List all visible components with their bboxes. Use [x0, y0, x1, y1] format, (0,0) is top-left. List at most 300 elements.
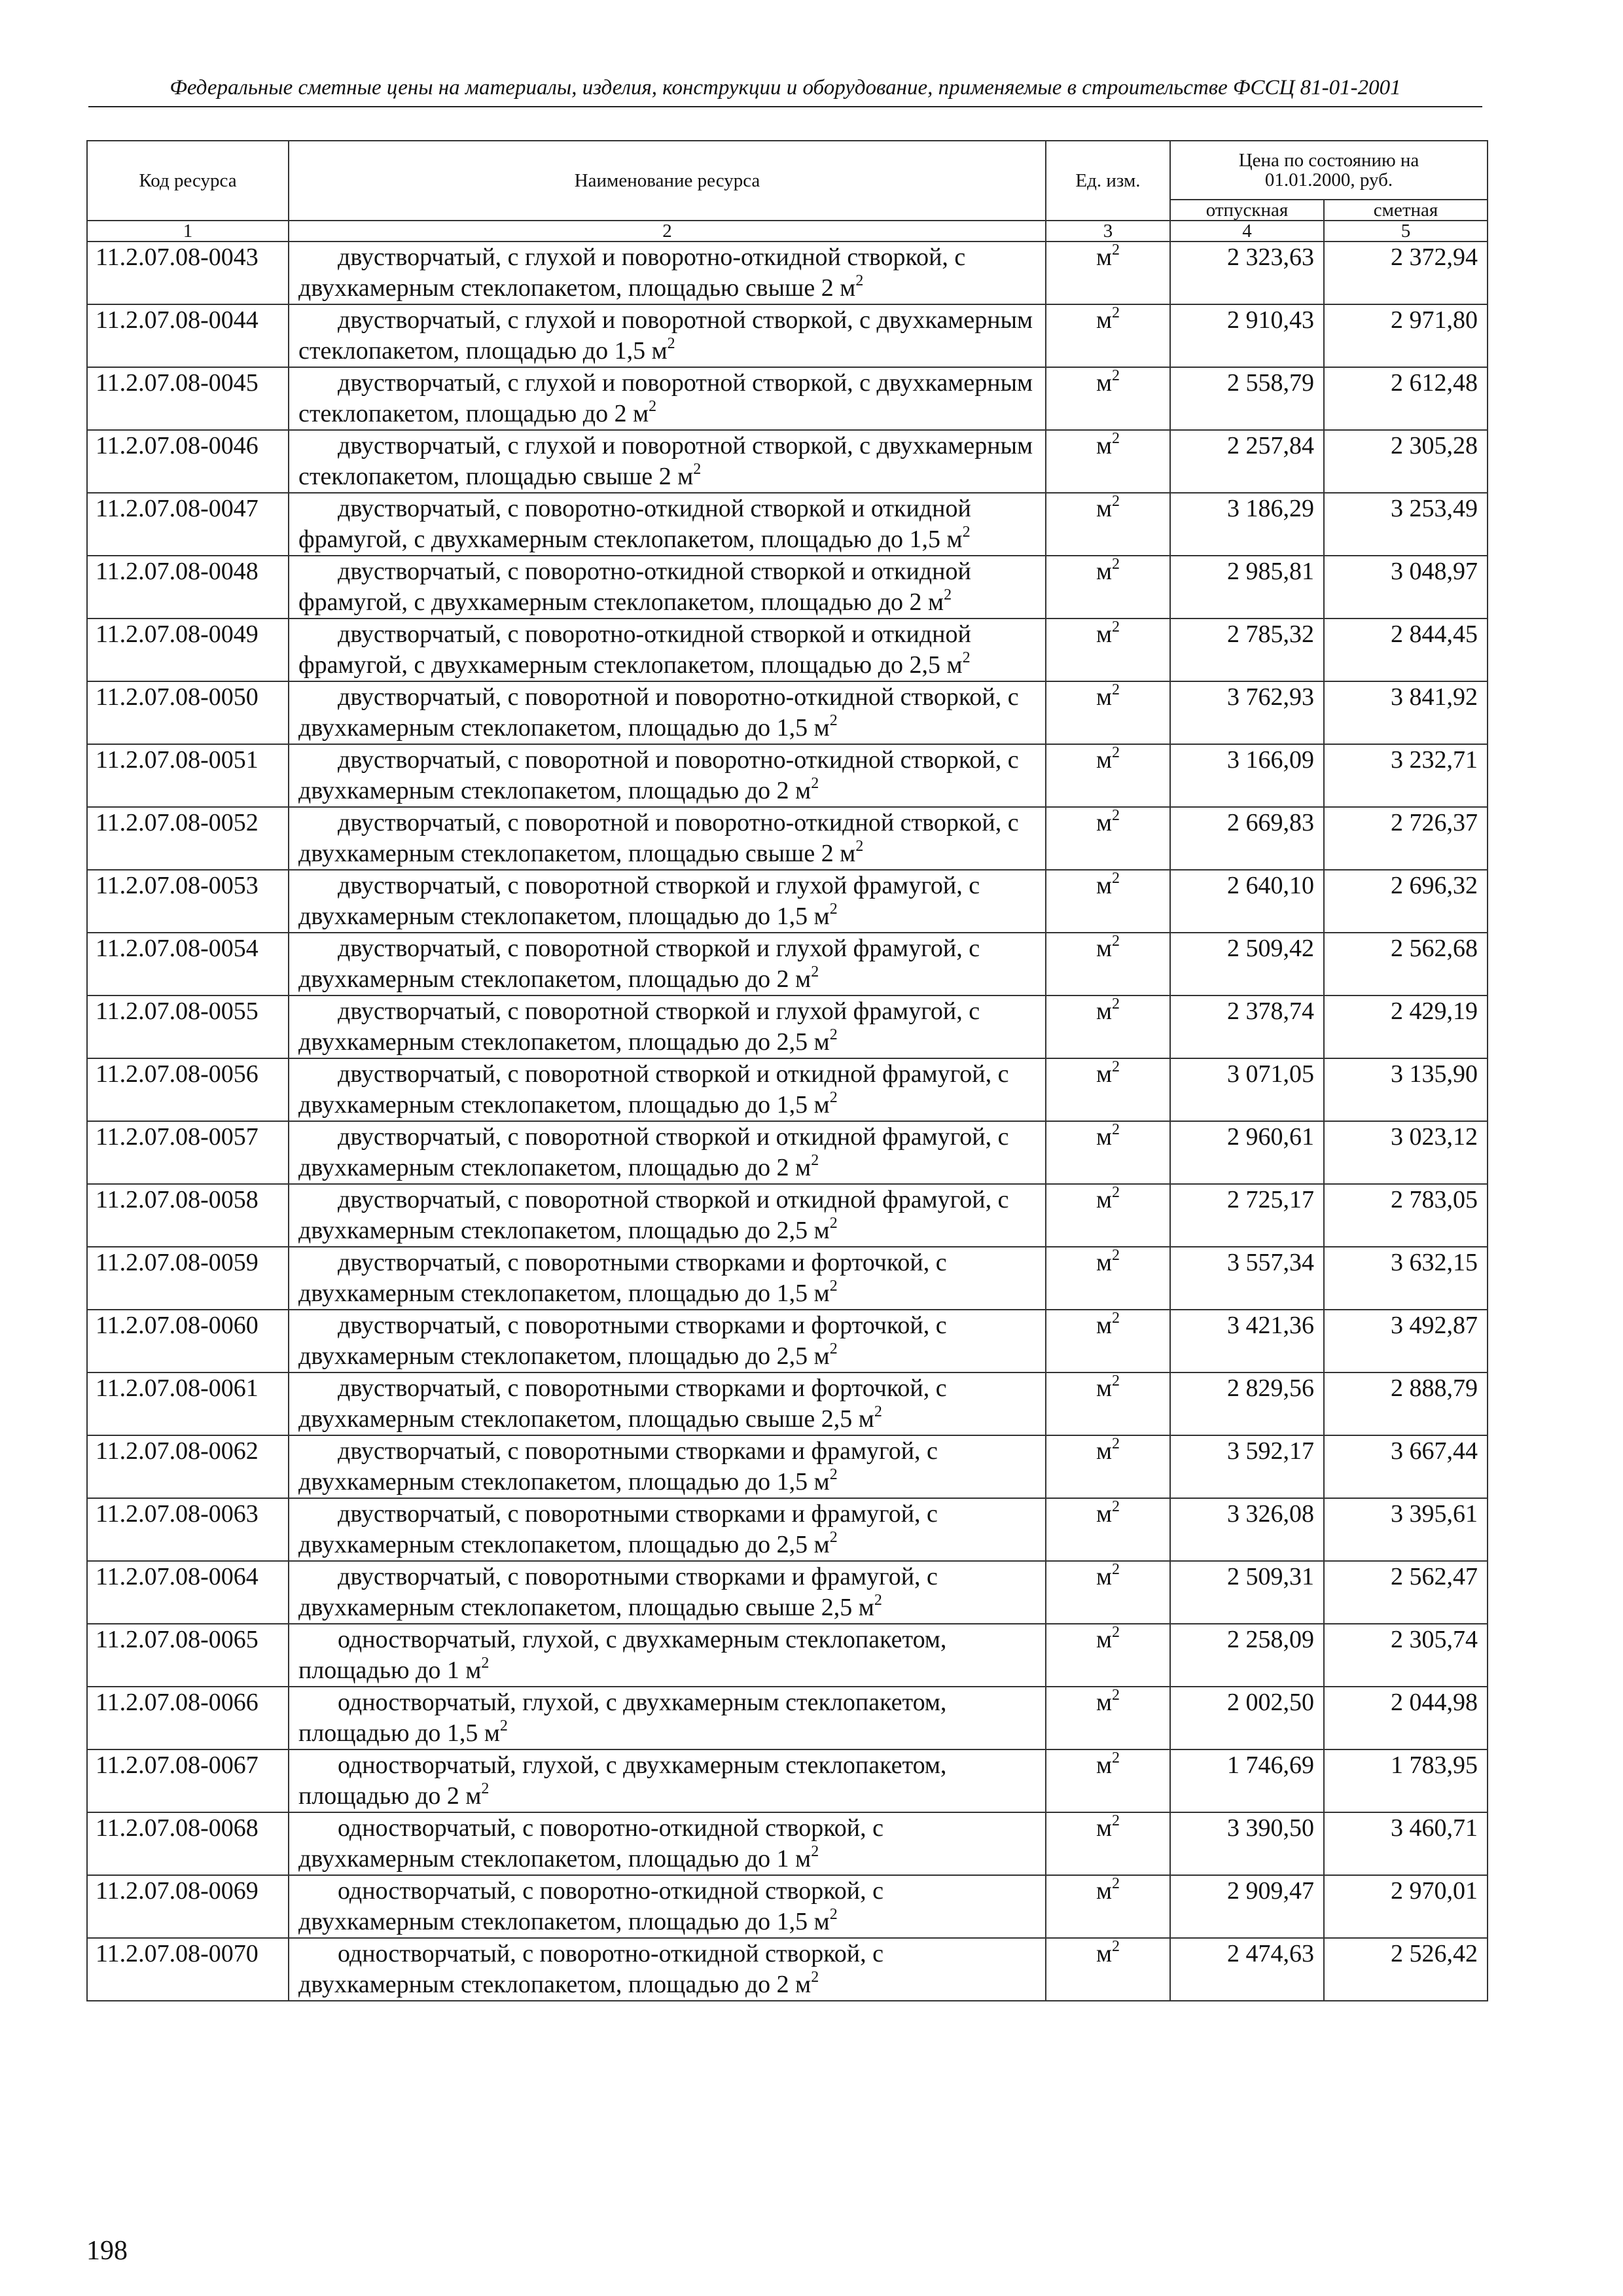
unit-superscript: 2: [829, 1026, 838, 1043]
resource-code: 11.2.07.08-0067: [87, 1749, 289, 1812]
unit-cell: [1046, 996, 1170, 1058]
resource-code: 11.2.07.08-0049: [87, 619, 289, 681]
release-price: 3 071,05: [1170, 1058, 1324, 1121]
unit-power: 2: [1112, 1687, 1120, 1704]
release-price: 3 326,08: [1170, 1498, 1324, 1561]
unit-cell: [1046, 933, 1170, 996]
resource-name-desc: [298, 1499, 1039, 1560]
resource-name-cell: [289, 1812, 1046, 1875]
estimate-price: 3 632,15: [1324, 1247, 1488, 1310]
unit-cell: [1046, 807, 1170, 870]
resource-name-cell: [289, 1624, 1046, 1687]
table-row: [87, 1687, 1488, 1749]
estimate-price: 3 232,71: [1324, 744, 1488, 807]
release-price: 2 910,43: [1170, 304, 1324, 367]
resource-name-cell: [289, 493, 1046, 556]
estimate-price: 2 305,74: [1324, 1624, 1488, 1687]
unit-superscript: 2: [829, 712, 838, 729]
release-price: 2 960,61: [1170, 1121, 1324, 1184]
unit-superscript: 2: [829, 1278, 838, 1295]
resource-name-cell: [289, 870, 1046, 933]
unit-superscript: 2: [811, 1152, 819, 1169]
resource-name-cell: [289, 556, 1046, 619]
table-row: [87, 1310, 1488, 1372]
column-header-estimate-price: сметная: [1324, 200, 1488, 221]
resource-name: двустворчатый, с глухой и поворотно-откидной створкой, с двухкамерным стеклопакетом, площадью свыше 2 м: [298, 243, 966, 302]
unit-base: м: [1096, 306, 1113, 334]
unit-superscript: 2: [855, 838, 864, 855]
unit-power: 2: [1112, 1498, 1120, 1515]
unit-cell: [1046, 1184, 1170, 1247]
resource-code: 11.2.07.08-0054: [87, 933, 289, 996]
table-row: [87, 1121, 1488, 1184]
resource-code: 11.2.07.08-0064: [87, 1561, 289, 1624]
resource-name: одностворчатый, глухой, с двухкамерным стеклопакетом, площадью до 2 м: [298, 1751, 947, 1810]
table-row: [87, 556, 1488, 619]
estimate-price: 2 562,47: [1324, 1561, 1488, 1624]
column-number-3: 3: [1046, 221, 1170, 242]
resource-name: двустворчатый, с поворотными створками и форточкой, с двухкамерным стеклопакетом, площадью свыше 2,5 м: [298, 1374, 947, 1433]
release-price: 2 669,83: [1170, 807, 1324, 870]
unit-cell: [1046, 870, 1170, 933]
unit-base: м: [1096, 1437, 1113, 1465]
resource-name: одностворчатый, с поворотно-откидной створкой, с двухкамерным стеклопакетом, площадью до 1,5 м: [298, 1877, 883, 1935]
unit-cell: [1046, 556, 1170, 619]
resource-code: 11.2.07.08-0058: [87, 1184, 289, 1247]
resource-code: 11.2.07.08-0046: [87, 430, 289, 493]
table-row: [87, 493, 1488, 556]
estimate-price: 2 044,98: [1324, 1687, 1488, 1749]
estimate-price: 3 492,87: [1324, 1310, 1488, 1372]
unit-base: м: [1096, 495, 1113, 522]
column-header-unit: Ед. изм.: [1046, 141, 1170, 221]
unit-superscript: 2: [874, 1403, 882, 1420]
release-price: 2 002,50: [1170, 1687, 1324, 1749]
resource-name: двустворчатый, с поворотными створками и форточкой, с двухкамерным стеклопакетом, площадью до 1,5 м: [298, 1249, 947, 1307]
resource-code: 11.2.07.08-0053: [87, 870, 289, 933]
resource-name-desc: [298, 1750, 1039, 1812]
unit-power: 2: [1112, 681, 1120, 698]
resource-name-cell: [289, 242, 1046, 304]
resource-code: 11.2.07.08-0061: [87, 1372, 289, 1435]
column-number-2: 2: [289, 221, 1046, 242]
resource-name-cell: [289, 744, 1046, 807]
unit-cell: [1046, 1561, 1170, 1624]
resource-name-cell: [289, 1561, 1046, 1624]
column-number-5: 5: [1324, 221, 1488, 242]
resource-name: одностворчатый, глухой, с двухкамерным стеклопакетом, площадью до 1,5 м: [298, 1689, 947, 1747]
estimate-price: 3 048,97: [1324, 556, 1488, 619]
unit-superscript: 2: [829, 1340, 838, 1357]
unit-cell: [1046, 367, 1170, 430]
unit-cell: [1046, 1372, 1170, 1435]
release-price: 2 474,63: [1170, 1938, 1324, 2001]
resource-name: двустворчатый, с поворотной створкой и глухой фрамугой, с двухкамерным стеклопакетом, площадью до 2 м: [298, 935, 980, 993]
resource-name-desc: [298, 305, 1039, 367]
resource-name-desc: [298, 493, 1039, 555]
unit-superscript: 2: [649, 398, 657, 415]
resource-code: 11.2.07.08-0063: [87, 1498, 289, 1561]
table-row: [87, 870, 1488, 933]
resource-code: 11.2.07.08-0059: [87, 1247, 289, 1310]
release-price: 2 725,17: [1170, 1184, 1324, 1247]
resource-name-cell: [289, 996, 1046, 1058]
unit-superscript: 2: [962, 649, 971, 666]
resource-name: двустворчатый, с глухой и поворотной створкой, с двухкамерным стеклопакетом, площадью до 2 м: [298, 369, 1033, 427]
release-price: 3 166,09: [1170, 744, 1324, 807]
resource-code: 11.2.07.08-0069: [87, 1875, 289, 1938]
unit-cell: [1046, 1624, 1170, 1687]
unit-superscript: 2: [855, 272, 864, 289]
unit-power: 2: [1112, 1749, 1120, 1767]
estimate-price: 2 888,79: [1324, 1372, 1488, 1435]
estimate-price: 2 612,48: [1324, 367, 1488, 430]
release-price: 3 762,93: [1170, 681, 1324, 744]
resource-code: 11.2.07.08-0060: [87, 1310, 289, 1372]
table-row: [87, 681, 1488, 744]
table-row: [87, 1435, 1488, 1498]
estimate-price: 3 460,71: [1324, 1812, 1488, 1875]
release-price: 2 985,81: [1170, 556, 1324, 619]
unit-base: м: [1096, 1060, 1113, 1088]
unit-power: 2: [1112, 1561, 1120, 1578]
unit-power: 2: [1112, 870, 1120, 887]
resource-name-cell: [289, 681, 1046, 744]
estimate-price: 2 696,32: [1324, 870, 1488, 933]
unit-superscript: 2: [481, 1655, 490, 1672]
unit-cell: [1046, 1310, 1170, 1372]
resource-name-desc: [298, 1939, 1039, 2000]
unit-superscript: 2: [874, 1592, 882, 1609]
table-row: [87, 1875, 1488, 1938]
unit-power: 2: [1112, 1121, 1120, 1138]
table-row: [87, 242, 1488, 304]
resource-name-cell: [289, 1372, 1046, 1435]
unit-base: м: [1096, 1123, 1113, 1151]
page-number: 198: [86, 2236, 128, 2266]
release-price: 2 378,74: [1170, 996, 1324, 1058]
resource-name-desc: [298, 682, 1039, 744]
column-header-release-price: отпускная: [1170, 200, 1324, 221]
resource-name-desc: [298, 1876, 1039, 1937]
unit-power: 2: [1112, 996, 1120, 1013]
resource-name-desc: [298, 242, 1039, 304]
resource-name-cell: [289, 807, 1046, 870]
unit-base: м: [1096, 1563, 1113, 1590]
resource-name-cell: [289, 619, 1046, 681]
unit-cell: [1046, 744, 1170, 807]
table-row: [87, 1058, 1488, 1121]
resource-code: 11.2.07.08-0055: [87, 996, 289, 1058]
unit-base: м: [1096, 809, 1113, 836]
unit-superscript: 2: [829, 901, 838, 918]
table-row: [87, 1184, 1488, 1247]
resource-name: двустворчатый, с поворотной и поворотно-откидной створкой, с двухкамерным стеклопакетом, площадью свыше 2 м: [298, 809, 1019, 867]
resource-name-desc: [298, 619, 1039, 681]
unit-power: 2: [1112, 1372, 1120, 1390]
release-price: 2 785,32: [1170, 619, 1324, 681]
unit-base: м: [1096, 872, 1113, 899]
resource-name-desc: [298, 1436, 1039, 1498]
table-row: [87, 1624, 1488, 1687]
resource-name-desc: [298, 996, 1039, 1058]
resource-name-desc: [298, 1059, 1039, 1121]
resource-name: одностворчатый, с поворотно-откидной створкой, с двухкамерным стеклопакетом, площадью до 1 м: [298, 1814, 883, 1873]
column-header-name: Наименование ресурса: [289, 141, 1046, 221]
resource-code: 11.2.07.08-0044: [87, 304, 289, 367]
unit-cell: [1046, 1812, 1170, 1875]
resource-code: 11.2.07.08-0048: [87, 556, 289, 619]
unit-power: 2: [1112, 1875, 1120, 1892]
unit-superscript: 2: [829, 1215, 838, 1232]
table-row: [87, 1938, 1488, 2001]
estimate-price: 3 253,49: [1324, 493, 1488, 556]
resource-name: двустворчатый, с поворотными створками и фрамугой, с двухкамерным стеклопакетом, площадью до 2,5 м: [298, 1500, 938, 1558]
resource-name: двустворчатый, с поворотной створкой и откидной фрамугой, с двухкамерным стеклопакетом, площадью до 2,5 м: [298, 1186, 1009, 1244]
unit-base: м: [1096, 1186, 1113, 1213]
estimate-price: 2 305,28: [1324, 430, 1488, 493]
unit-cell: [1046, 1938, 1170, 2001]
unit-power: 2: [1112, 242, 1120, 259]
estimate-price: 2 562,68: [1324, 933, 1488, 996]
resource-name-cell: [289, 1498, 1046, 1561]
unit-power: 2: [1112, 1624, 1120, 1641]
resource-name-desc: [298, 1310, 1039, 1372]
unit-cell: [1046, 242, 1170, 304]
unit-power: 2: [1112, 493, 1120, 510]
resource-name-desc: [298, 1185, 1039, 1246]
price-table: [86, 140, 1488, 2001]
resource-code: 11.2.07.08-0056: [87, 1058, 289, 1121]
unit-cell: [1046, 493, 1170, 556]
table-body: [87, 242, 1488, 2001]
resource-code: 11.2.07.08-0062: [87, 1435, 289, 1498]
unit-superscript: 2: [667, 335, 675, 352]
resource-name: одностворчатый, глухой, с двухкамерным стеклопакетом, площадью до 1 м: [298, 1626, 947, 1684]
estimate-price: 2 372,94: [1324, 242, 1488, 304]
unit-superscript: 2: [499, 1717, 508, 1734]
unit-superscript: 2: [811, 775, 819, 792]
unit-base: м: [1096, 243, 1113, 271]
column-number-4: 4: [1170, 221, 1324, 242]
estimate-price: 3 841,92: [1324, 681, 1488, 744]
unit-cell: [1046, 1875, 1170, 1938]
table-row: [87, 1247, 1488, 1310]
resource-code: 11.2.07.08-0047: [87, 493, 289, 556]
resource-name-cell: [289, 1435, 1046, 1498]
unit-base: м: [1096, 1249, 1113, 1276]
table-row: [87, 744, 1488, 807]
table-row: [87, 304, 1488, 367]
unit-base: м: [1096, 620, 1113, 648]
resource-name-desc: [298, 431, 1039, 492]
estimate-price: 2 726,37: [1324, 807, 1488, 870]
resource-name: двустворчатый, с поворотно-откидной створкой и откидной фрамугой, с двухкамерным стеклопакетом, площадью до 2,5 м: [298, 620, 971, 679]
resource-code: 11.2.07.08-0052: [87, 807, 289, 870]
resource-name-cell: [289, 367, 1046, 430]
unit-base: м: [1096, 935, 1113, 962]
estimate-price: 2 971,80: [1324, 304, 1488, 367]
unit-cell: [1046, 1247, 1170, 1310]
release-price: 1 746,69: [1170, 1749, 1324, 1812]
resource-name: двустворчатый, с поворотно-откидной створкой и откидной фрамугой, с двухкамерным стеклопакетом, площадью до 1,5 м: [298, 495, 971, 553]
release-price: 2 257,84: [1170, 430, 1324, 493]
resource-code: 11.2.07.08-0068: [87, 1812, 289, 1875]
resource-code: 11.2.07.08-0070: [87, 1938, 289, 2001]
unit-superscript: 2: [962, 524, 971, 541]
unit-superscript: 2: [693, 461, 702, 478]
unit-superscript: 2: [944, 586, 952, 603]
table-row: [87, 619, 1488, 681]
release-price: 2 258,09: [1170, 1624, 1324, 1687]
resource-name: двустворчатый, с поворотно-откидной створкой и откидной фрамугой, с двухкамерным стеклопакетом, площадью до 2 м: [298, 558, 971, 616]
release-price: 2 829,56: [1170, 1372, 1324, 1435]
resource-name: двустворчатый, с поворотными створками и фрамугой, с двухкамерным стеклопакетом, площадью до 1,5 м: [298, 1437, 938, 1496]
unit-superscript: 2: [829, 1906, 838, 1923]
resource-code: 11.2.07.08-0043: [87, 242, 289, 304]
unit-power: 2: [1112, 556, 1120, 573]
resource-name-cell: [289, 1310, 1046, 1372]
column-header-price-group: Цена по состоянию на 01.01.2000, руб.: [1170, 141, 1488, 200]
resource-name-desc: [298, 1687, 1039, 1749]
estimate-price: 1 783,95: [1324, 1749, 1488, 1812]
resource-name-cell: [289, 304, 1046, 367]
resource-name-cell: [289, 1121, 1046, 1184]
table-row: [87, 430, 1488, 493]
running-header: Федеральные сметные цены на материалы, изделия, конструкции и оборудование, применяемые в строительстве ФССЦ 81-01-2001: [88, 73, 1482, 107]
release-price: 3 390,50: [1170, 1812, 1324, 1875]
unit-cell: [1046, 1435, 1170, 1498]
unit-base: м: [1096, 1877, 1113, 1905]
column-number-1: 1: [87, 221, 289, 242]
release-price: 3 421,36: [1170, 1310, 1324, 1372]
unit-power: 2: [1112, 1812, 1120, 1829]
unit-superscript: 2: [811, 1843, 819, 1860]
resource-name: двустворчатый, с поворотной створкой и глухой фрамугой, с двухкамерным стеклопакетом, площадью до 1,5 м: [298, 872, 980, 930]
resource-name-desc: [298, 368, 1039, 429]
unit-base: м: [1096, 369, 1113, 397]
resource-name-cell: [289, 430, 1046, 493]
table-row: [87, 933, 1488, 996]
resource-name: двустворчатый, с поворотными створками и фрамугой, с двухкамерным стеклопакетом, площадью свыше 2,5 м: [298, 1563, 938, 1621]
unit-cell: [1046, 1749, 1170, 1812]
resource-name-cell: [289, 1687, 1046, 1749]
unit-base: м: [1096, 1312, 1113, 1339]
unit-superscript: 2: [481, 1780, 490, 1797]
release-price: 2 509,42: [1170, 933, 1324, 996]
resource-name-cell: [289, 1247, 1046, 1310]
unit-superscript: 2: [811, 963, 819, 980]
resource-name-cell: [289, 1749, 1046, 1812]
release-price: 3 186,29: [1170, 493, 1324, 556]
unit-base: м: [1096, 1500, 1113, 1528]
unit-cell: [1046, 1121, 1170, 1184]
estimate-price: 3 023,12: [1324, 1121, 1488, 1184]
resource-name-cell: [289, 933, 1046, 996]
estimate-price: 3 135,90: [1324, 1058, 1488, 1121]
estimate-price: 2 783,05: [1324, 1184, 1488, 1247]
resource-name-cell: [289, 1058, 1046, 1121]
release-price: 2 909,47: [1170, 1875, 1324, 1938]
resource-name: двустворчатый, с поворотными створками и форточкой, с двухкамерным стеклопакетом, площадью до 2,5 м: [298, 1312, 947, 1370]
unit-cell: [1046, 1687, 1170, 1749]
table-row: [87, 1372, 1488, 1435]
resource-name-desc: [298, 808, 1039, 869]
unit-base: м: [1096, 558, 1113, 585]
estimate-price: 2 970,01: [1324, 1875, 1488, 1938]
release-price: 3 557,34: [1170, 1247, 1324, 1310]
unit-superscript: 2: [829, 1466, 838, 1483]
resource-name: двустворчатый, с поворотной створкой и откидной фрамугой, с двухкамерным стеклопакетом, площадью до 2 м: [298, 1123, 1009, 1181]
resource-name-desc: [298, 1247, 1039, 1309]
unit-superscript: 2: [829, 1089, 838, 1106]
unit-base: м: [1096, 1814, 1113, 1842]
unit-cell: [1046, 1058, 1170, 1121]
unit-power: 2: [1112, 1435, 1120, 1452]
resource-code: 11.2.07.08-0045: [87, 367, 289, 430]
unit-power: 2: [1112, 744, 1120, 761]
table-row: [87, 1812, 1488, 1875]
unit-power: 2: [1112, 1310, 1120, 1327]
release-price: 2 640,10: [1170, 870, 1324, 933]
resource-name-cell: [289, 1184, 1046, 1247]
resource-name-desc: [298, 556, 1039, 618]
resource-name: двустворчатый, с поворотной и поворотно-откидной створкой, с двухкамерным стеклопакетом, площадью до 1,5 м: [298, 683, 1019, 742]
resource-name-desc: [298, 1562, 1039, 1623]
resource-name-desc: [298, 1373, 1039, 1435]
resource-name-cell: [289, 1875, 1046, 1938]
unit-superscript: 2: [811, 1969, 819, 1986]
resource-code: 11.2.07.08-0066: [87, 1687, 289, 1749]
unit-power: 2: [1112, 1938, 1120, 1955]
resource-code: 11.2.07.08-0050: [87, 681, 289, 744]
table-row: [87, 367, 1488, 430]
resource-name: двустворчатый, с поворотной створкой и откидной фрамугой, с двухкамерным стеклопакетом, площадью до 1,5 м: [298, 1060, 1009, 1119]
unit-base: м: [1096, 432, 1113, 459]
unit-superscript: 2: [829, 1529, 838, 1546]
unit-power: 2: [1112, 619, 1120, 636]
resource-name-desc: [298, 1122, 1039, 1183]
resource-name: двустворчатый, с глухой и поворотной створкой, с двухкамерным стеклопакетом, площадью свыше 2 м: [298, 432, 1033, 490]
unit-cell: [1046, 304, 1170, 367]
unit-power: 2: [1112, 1184, 1120, 1201]
release-price: 2 323,63: [1170, 242, 1324, 304]
unit-cell: [1046, 430, 1170, 493]
unit-cell: [1046, 1498, 1170, 1561]
unit-base: м: [1096, 1751, 1113, 1779]
estimate-price: 2 526,42: [1324, 1938, 1488, 2001]
release-price: 3 592,17: [1170, 1435, 1324, 1498]
unit-cell: [1046, 681, 1170, 744]
estimate-price: 3 667,44: [1324, 1435, 1488, 1498]
resource-code: 11.2.07.08-0065: [87, 1624, 289, 1687]
resource-name: одностворчатый, с поворотно-откидной створкой, с двухкамерным стеклопакетом, площадью до 2 м: [298, 1940, 883, 1998]
resource-code: 11.2.07.08-0057: [87, 1121, 289, 1184]
resource-name-desc: [298, 745, 1039, 806]
resource-name-desc: [298, 1813, 1039, 1874]
resource-name: двустворчатый, с поворотной створкой и глухой фрамугой, с двухкамерным стеклопакетом, площадью до 2,5 м: [298, 997, 980, 1056]
estimate-price: 2 844,45: [1324, 619, 1488, 681]
resource-name-desc: [298, 933, 1039, 995]
unit-base: м: [1096, 1689, 1113, 1716]
unit-base: м: [1096, 746, 1113, 774]
unit-base: м: [1096, 997, 1113, 1025]
unit-power: 2: [1112, 1058, 1120, 1075]
estimate-price: 3 395,61: [1324, 1498, 1488, 1561]
resource-name: двустворчатый, с глухой и поворотной створкой, с двухкамерным стеклопакетом, площадью до 1,5 м: [298, 306, 1033, 365]
unit-base: м: [1096, 1626, 1113, 1653]
column-header-code: Код ресурса: [87, 141, 289, 221]
